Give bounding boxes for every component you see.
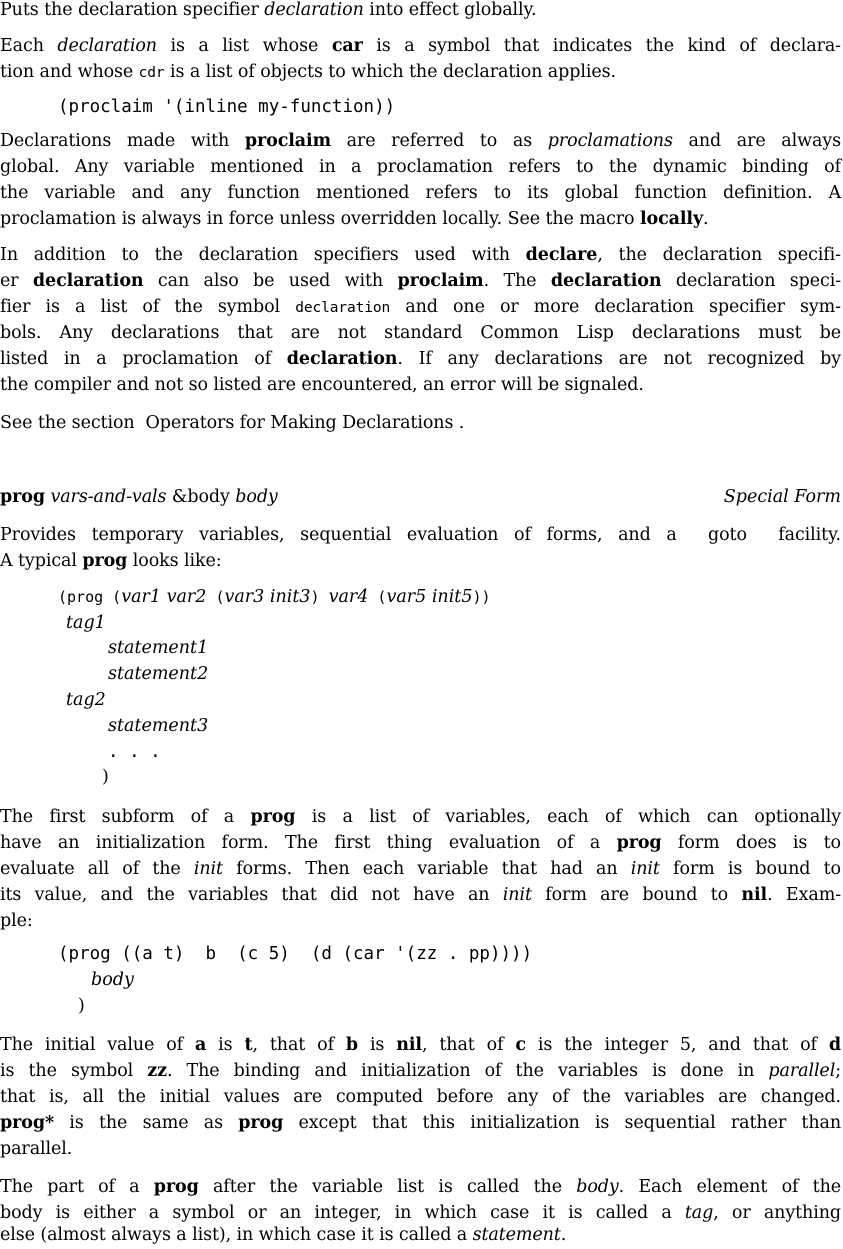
- code-example-prog-tag2: tag2: [66, 690, 106, 710]
- prog-heading-kind: Special Form: [723, 487, 841, 507]
- paragraph-first-subform-line-3: evaluate all of the init forms. Then each variable that had an init form is bound to: [0, 859, 841, 879]
- paragraph-declaration-specifier-line-4: bols. Any declarations that are not standard Common Lisp declarations must be: [0, 323, 841, 343]
- paragraph-proclamations-line-2: global. Any variable mentioned in a proclamation refers to the dynamic binding of: [0, 157, 841, 177]
- paragraph-body-line-2: body is either a symbol or an integer, in which case it is called a tag, or anything: [0, 1203, 841, 1223]
- code-example-prog-statement1: statement1: [108, 638, 209, 658]
- prog-heading-name: prog: [0, 487, 45, 507]
- see-section-reference: See the section Operators for Making Declarations .: [0, 413, 465, 433]
- prog-heading: prog vars-and-vals &body body: [0, 487, 278, 507]
- code-example-prog-init: (prog ((a t) b (c 5) (d (car '(zz . pp)))): [58, 944, 533, 964]
- paragraph-first-subform-line-2: have an initialization form. The first thing evaluation of a prog form does is to: [0, 833, 841, 853]
- code-example-prog-init-body: body: [91, 970, 134, 990]
- paragraph-proclamations-line-4: proclamation is always in force unless overridden locally. See the macro locally.: [0, 209, 709, 229]
- code-example-prog-init-close: ): [78, 996, 85, 1016]
- paragraph-declaration-specifier-line-5: listed in a proclamation of declaration. If any declarations are not recognized by: [0, 349, 841, 369]
- paragraph-first-subform-line-1: The first subform of a prog is a list of variables, each of which can optionally: [0, 807, 841, 827]
- paragraph-declaration-specifier-line-3: fier is a list of the symbol declaration and one or more declaration specifier sym-: [0, 297, 841, 317]
- code-example-prog-statement3: statement3: [108, 716, 209, 736]
- paragraph-initial-value-line-5: parallel.: [0, 1139, 73, 1159]
- code-example-prog-statement2: statement2: [108, 664, 209, 684]
- paragraph-prog-intro-line-2: A typical prog looks like:: [0, 551, 222, 571]
- paragraph-declaration-line-2: tion and whose cdr is a list of objects to which the declaration applies.: [0, 62, 616, 82]
- paragraph-body-line-3: else (almost always a list), in which case it is called a statement.: [0, 1225, 567, 1245]
- paragraph-declaration-specifier-line-6: the compiler and not so listed are encountered, an error will be signaled.: [0, 375, 644, 395]
- paragraph-initial-value-line-2: is the symbol zz. The binding and initialization of the variables is done in parallel;: [0, 1061, 841, 1081]
- paragraph-initial-value-line-4: prog* is the same as prog except that this initialization is sequential rather than: [0, 1113, 841, 1133]
- paragraph-initial-value-line-3: that is, all the initial values are computed before any of the variables are changed.: [0, 1087, 841, 1107]
- paragraph-proclaim-intro: Puts the declaration specifier declaration into effect globally.: [0, 0, 537, 20]
- paragraph-first-subform-line-4: its value, and the variables that did not have an init form are bound to nil. Exam-: [0, 885, 842, 905]
- paragraph-declaration-line-1: Each declaration is a list whose car is a symbol that indicates the kind of declara-: [0, 36, 841, 56]
- paragraph-proclamations-line-3: the variable and any function mentioned refers to its global function definition. A: [0, 183, 841, 203]
- paragraph-declaration-specifier-line-2: er declaration can also be used with proclaim. The declaration declaration speci-: [0, 271, 842, 291]
- code-example-prog-close: ): [102, 767, 109, 787]
- paragraph-initial-value-line-1: The initial value of a is t, that of b is nil, that of c is the integer 5, and that of d: [0, 1035, 841, 1055]
- code-example-prog-tag1: tag1: [66, 613, 106, 633]
- paragraph-first-subform-line-5: ple:: [0, 911, 33, 931]
- paragraph-declaration-specifier-line-1: In addition to the declaration specifiers used with declare, the declaration specifi-: [0, 245, 841, 265]
- paragraph-prog-intro-line-1: Provides temporary variables, sequential evaluation of forms, and a goto facility.: [0, 525, 841, 545]
- code-example-prog-ellipsis: . . .: [108, 742, 161, 762]
- paragraph-proclamations-line-1: Declarations made with proclaim are referred to as proclamations and are always: [0, 131, 842, 151]
- code-example-prog-line-1: (prog (var1 var2 (var3 init3) var4 (var5 init5)): [58, 587, 491, 607]
- paragraph-body-line-1: The part of a prog after the variable list is called the body. Each element of the: [0, 1177, 842, 1197]
- code-example-proclaim: (proclaim '(inline my-function)): [58, 97, 396, 117]
